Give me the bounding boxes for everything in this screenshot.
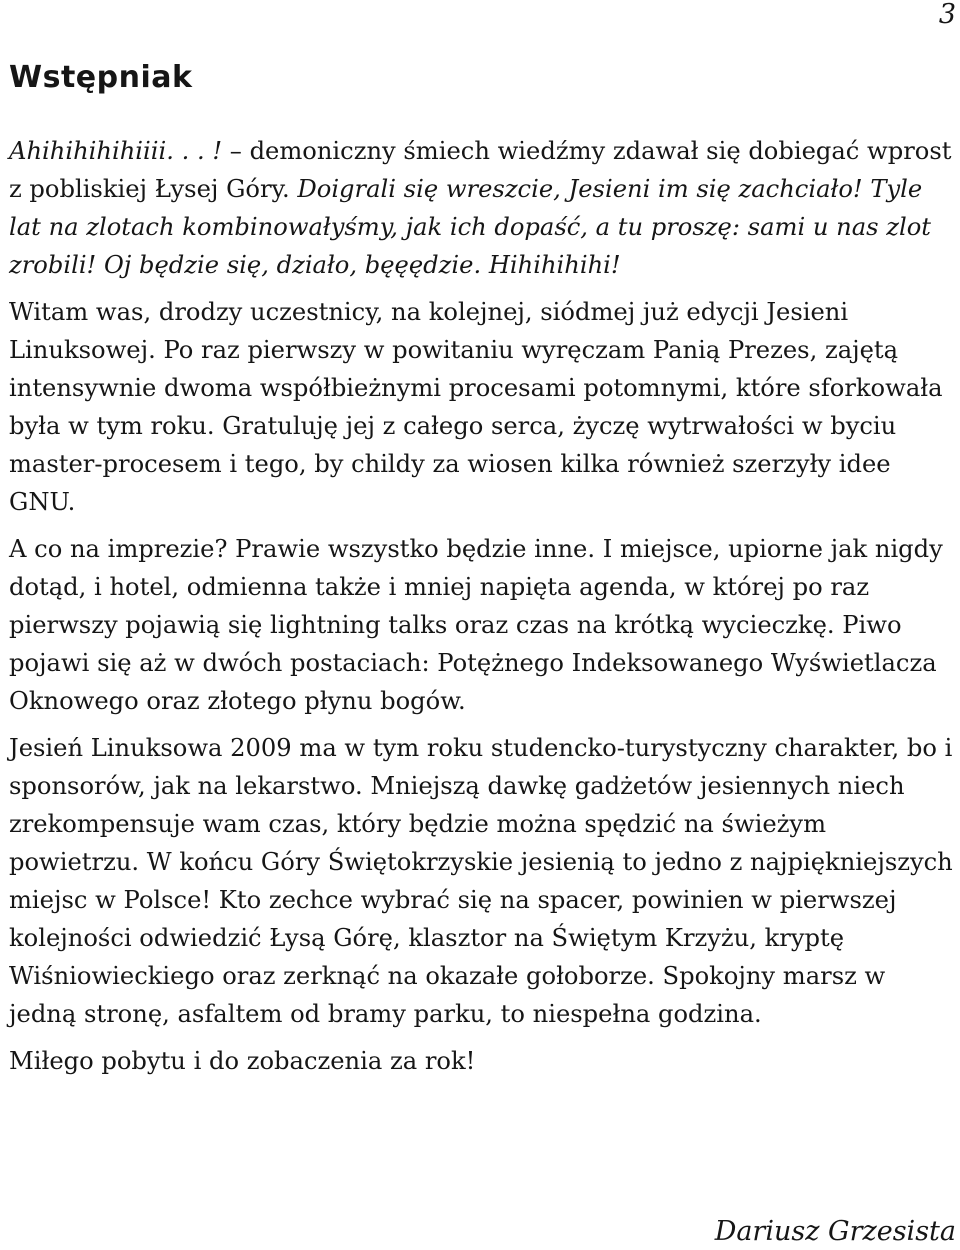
page-number: 3	[938, 0, 956, 30]
intro-narration: – demoniczny śmiech wiedźmy zdawał się dobiegać wprost z pobliskiej Łysej Góry.	[9, 137, 952, 203]
paragraph-closing: Miłego pobytu i do zobaczenia za rok!	[9, 1047, 476, 1075]
paragraph-welcome: Witam was, drodzy uczestnicy, na kolejnej, siódmej już edycji Jesieni Linuksowej. Po raz pierwszy w powitaniu wyręczam Panią Prezes, zajętą intensywnie dwoma współbieżnymi procesami potomnymi, które sforkowała była w tym roku. Gratuluję jej z całego serca, życzę wytrwałości w byciu master-procesem i tego, by childy za wiosen kilka również szerzyły idee GNU.	[9, 298, 943, 516]
intro-paragraph	[9, 132, 955, 284]
article-body	[9, 132, 955, 1089]
author-signature: Dariusz Grzesista	[714, 1216, 956, 1247]
witch-speech: Doigrali się wreszcie, Jesieni im się zachciało! Tyle lat na zlotach kombinowałyśmy, jak ich dopaść, a tu proszę: sami u nas zlot zrobili! Oj będzie się, działo, bęęędzie. Hihihihihi!	[9, 175, 931, 279]
paragraph-character: Jesień Linuksowa 2009 ma w tym roku studencko-turystyczny charakter, bo i sponsorów, jak na lekarstwo. Mniejszą dawkę gadżetów jesiennych niech zrekompensuje wam czas, który będzie można spędzić na świeżym powietrzu. W końcu Góry Świętokrzyskie jesienią to jedno z najpiękniejszych miejsc w Polsce! Kto zechce wybrać się na spacer, powinien w pierwszej kolejności odwiedzić Łysą Górę, klasztor na Świętym Krzyżu, kryptę Wiśniowieckiego oraz zerknąć na okazałe gołoborze. Spokojny marsz w jedną stronę, asfaltem od bramy parku, to niespełna godzina.	[9, 734, 953, 1028]
article-heading: Wstępniak	[9, 60, 193, 95]
paragraph-event: A co na imprezie? Prawie wszystko będzie inne. I miejsce, upiorne jak nigdy dotąd, i hotel, odmienna także i mniej napięta agenda, w której po raz pierwszy pojawią się lightning talks oraz czas na krótką wycieczkę. Piwo pojawi się aż w dwóch postaciach: Potężnego Indeksowanego Wyświetlacza Oknowego oraz złotego płynu bogów.	[9, 535, 943, 715]
witch-laugh-quote: Ahihihihihiiii. . . !	[9, 137, 223, 165]
